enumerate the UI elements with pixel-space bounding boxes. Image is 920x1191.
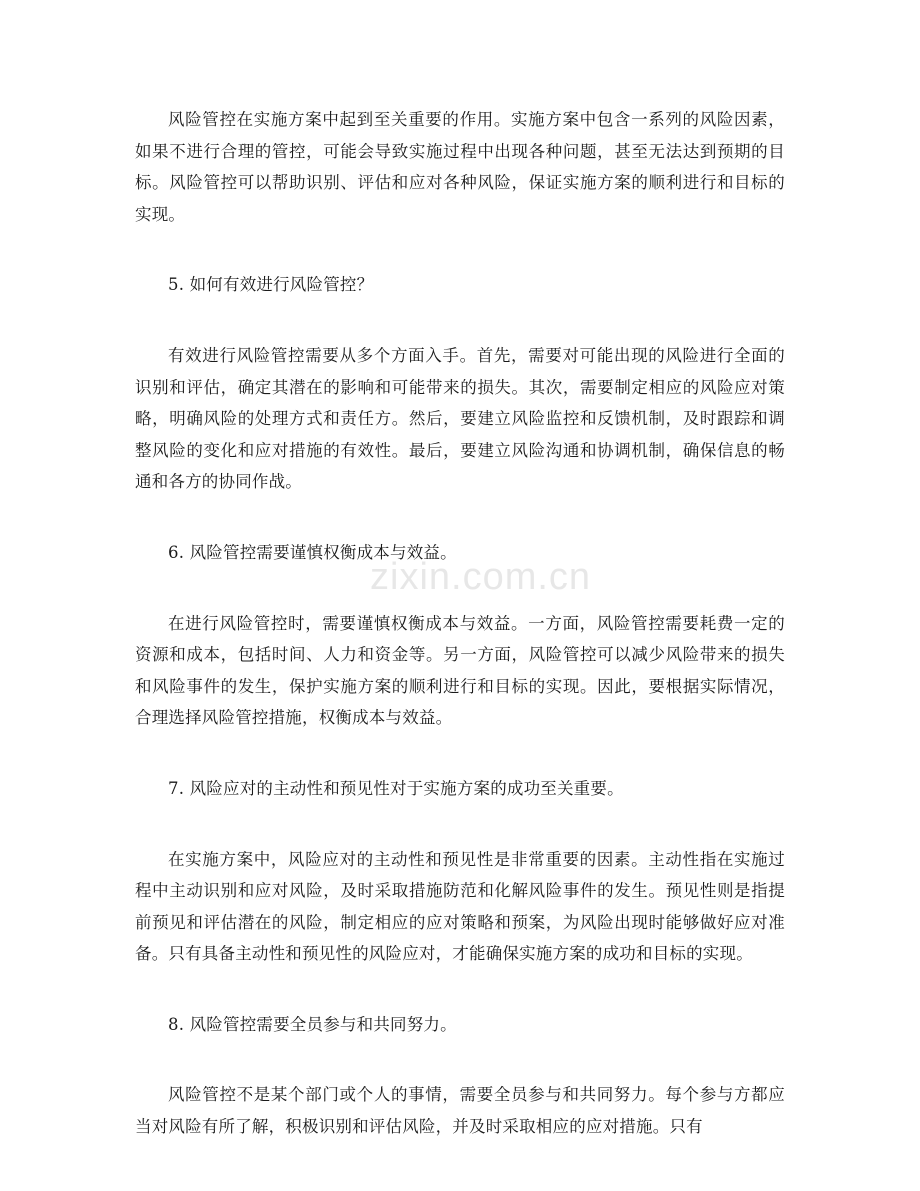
heading-section-7: 7. 风险应对的主动性和预见性对于实施方案的成功至关重要。	[168, 778, 624, 798]
paragraph-risk-control-importance: 风险管控在实施方案中起到至关重要的作用。实施方案中包含一系列的风险因素，如果不进行合理的管控，可能会导致实施过程中出现各种问题，甚至无法达到预期的目标。风险管控可以帮助识别、评估和应对各种风险，保证实施方案的顺利进行和目标的实现。	[135, 110, 785, 224]
heading-section-8: 8. 风险管控需要全员参与和共同努力。	[168, 1014, 457, 1034]
paragraph-cost-benefit: 在进行风险管控时，需要谨慎权衡成本与效益。一方面，风险管控需要耗费一定的资源和成本，包括时间、人力和资金等。另一方面，风险管控可以减少风险带来的损失和风险事件的发生，保护实施方案的顺利进行和目标的实现。因此，要根据实际情况，合理选择风险管控措施，权衡成本与效益。	[135, 613, 785, 728]
paragraph-full-participation: 风险管控不是某个部门或个人的事情，需要全员参与和共同努力。每个参与方都应当对风险有所了解，积极识别和评估风险，并及时采取相应的应对措施。只有	[135, 1085, 785, 1137]
paragraph-proactive-foresight: 在实施方案中，风险应对的主动性和预见性是非常重要的因素。主动性指在实施过程中主动识别和应对风险，及时采取措施防范和化解风险事件的发生。预见性则是指提前预见和评估潜在的风险，制定相应的应对策略和预案，为风险出现时能够做好应对准备。只有具备主动性和预见性的风险应对，才能确保实施方案的成功和目标的实现。	[135, 849, 785, 964]
paragraph-effective-risk-control: 有效进行风险管控需要从多个方面入手。首先，需要对可能出现的风险进行全面的识别和评估，确定其潜在的影响和可能带来的损失。其次，需要制定相应的风险应对策略，明确风险的处理方式和责任方。然后，要建立风险监控和反馈机制，及时跟踪和调整风险的变化和应对措施的有效性。最后，要建立风险沟通和协调机制，确保信息的畅通和各方的协同作战。	[135, 345, 785, 492]
heading-section-5: 5. 如何有效进行风险管控？	[168, 275, 374, 295]
watermark: zixin.com.cn	[370, 556, 592, 598]
heading-section-6: 6. 风险管控需要谨慎权衡成本与效益。	[168, 542, 457, 562]
document-body	[135, 104, 785, 1182]
